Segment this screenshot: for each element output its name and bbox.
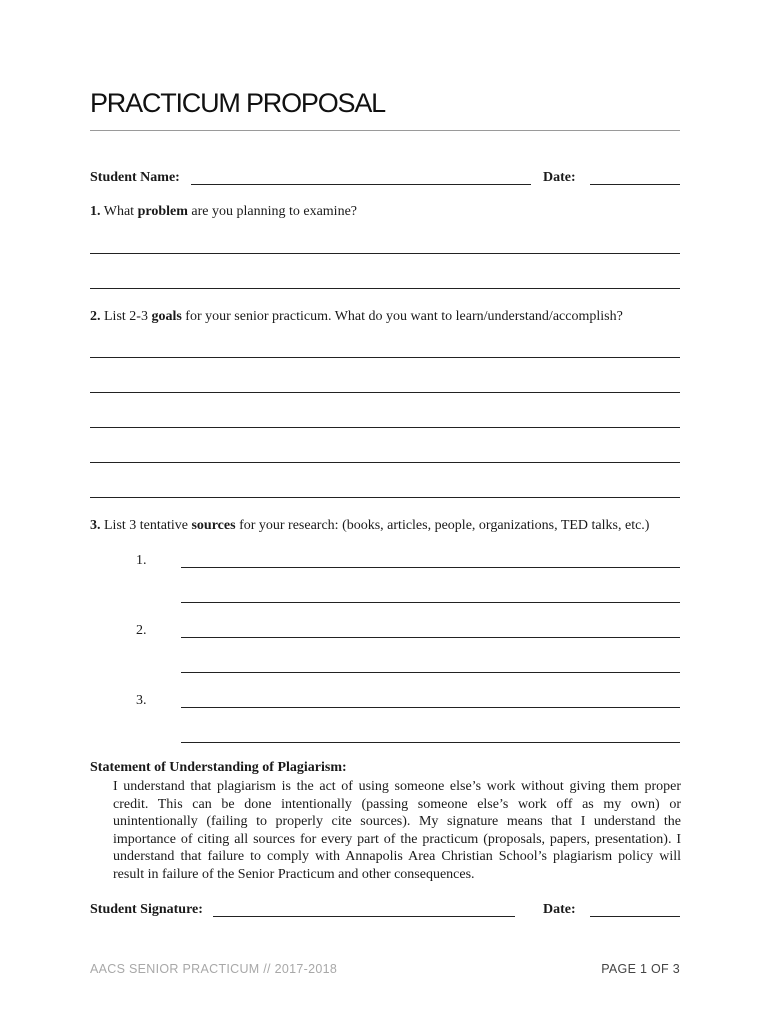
signature-date-field[interactable] bbox=[590, 916, 680, 917]
question-text-pre: List 3 tentative bbox=[104, 518, 192, 533]
question-text-pre: List 2-3 bbox=[104, 309, 152, 324]
question-text-post: for your senior practicum. What do you want to learn/understand/accomplish? bbox=[181, 309, 623, 324]
answer-line[interactable] bbox=[90, 288, 680, 289]
answer-line[interactable] bbox=[90, 462, 680, 463]
source-line[interactable] bbox=[181, 707, 680, 708]
answer-line[interactable] bbox=[90, 392, 680, 393]
student-name-label: Student Name: bbox=[90, 170, 180, 185]
question-2 bbox=[90, 309, 623, 325]
date-label: Date: bbox=[543, 170, 576, 185]
title-divider bbox=[90, 130, 680, 131]
page-number: PAGE 1 OF 3 bbox=[601, 962, 680, 976]
footer-course: AACS SENIOR PRACTICUM // 2017-2018 bbox=[90, 962, 338, 976]
answer-line[interactable] bbox=[90, 427, 680, 428]
source-line[interactable] bbox=[181, 602, 680, 603]
question-keyword: problem bbox=[137, 204, 188, 219]
question-text-post: for your research: (books, articles, people, organizations, TED talks, etc.) bbox=[235, 518, 650, 533]
question-text-post: are you planning to examine? bbox=[187, 204, 357, 219]
source-line[interactable] bbox=[181, 567, 680, 568]
source-number-3: 3. bbox=[136, 693, 147, 708]
statement-body: I understand that plagiarism is the act of using someone else’s work without giving them proper credit. This can be done intentionally (passing someone else’s work off as my own) or unintentionally (failing to properly cite sources). My signature means that I understand the importance of citing all sources for every part of the practicum (proposals, papers, presentation). I understand that failure to comply with Annapolis Area Christian School’s plagiarism policy will result in failure of the Senior Practicum and other consequences. bbox=[113, 779, 681, 882]
signature-label: Student Signature: bbox=[90, 902, 203, 917]
question-keyword: goals bbox=[151, 309, 182, 324]
answer-line[interactable] bbox=[90, 497, 680, 498]
statement-heading: Statement of Understanding of Plagiarism: bbox=[90, 760, 347, 775]
question-text-pre: What bbox=[103, 204, 138, 219]
date-field[interactable] bbox=[590, 184, 680, 185]
answer-line[interactable] bbox=[90, 253, 680, 254]
question-number: 3. bbox=[90, 518, 101, 533]
source-line[interactable] bbox=[181, 637, 680, 638]
page-title: PRACTICUM PROPOSAL bbox=[90, 88, 385, 118]
source-number-2: 2. bbox=[136, 623, 147, 638]
question-number: 2. bbox=[90, 309, 101, 324]
signature-field[interactable] bbox=[213, 916, 515, 917]
signature-date-label: Date: bbox=[543, 902, 576, 917]
answer-line[interactable] bbox=[90, 357, 680, 358]
source-line[interactable] bbox=[181, 672, 680, 673]
question-keyword: sources bbox=[191, 518, 236, 533]
source-number-1: 1. bbox=[136, 553, 147, 568]
question-1 bbox=[90, 204, 357, 220]
source-line[interactable] bbox=[181, 742, 680, 743]
student-name-field[interactable] bbox=[191, 184, 531, 185]
question-3 bbox=[90, 518, 649, 534]
question-number: 1. bbox=[90, 204, 101, 219]
